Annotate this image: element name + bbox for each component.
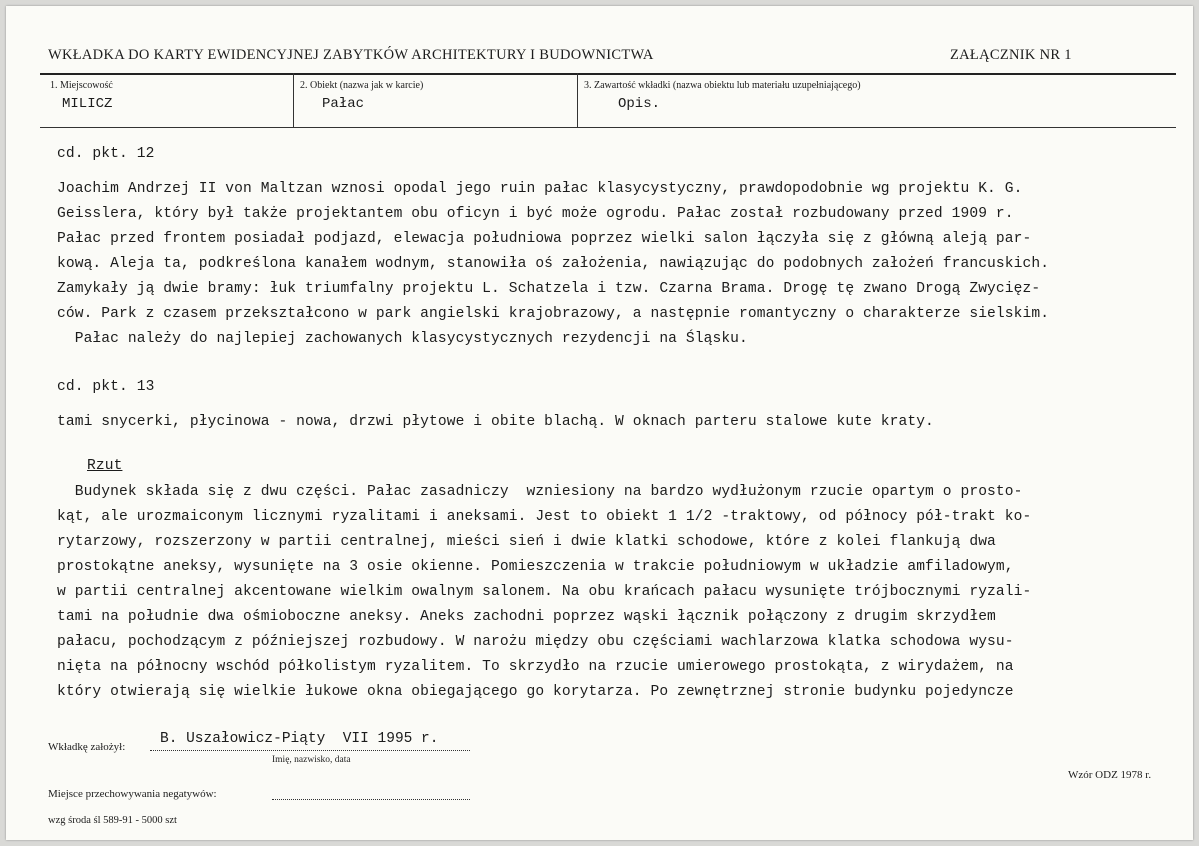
established-dotted-line	[150, 750, 470, 751]
established-label: Wkładkę założył:	[48, 741, 126, 753]
field-value-locality: MILICZ	[62, 96, 113, 112]
text-line: pałacu, pochodzącym z późniejszej rozbudowy. W narożu między obu częściami wachlarzowa klatka schodowa wysu-	[57, 634, 1014, 650]
text-line: kąt, ale urozmaiconym licznymi ryzalitami i aneksami. Jest to obiekt 1 1/2 -traktowy, od północy pół-trakt ko-	[57, 509, 1032, 525]
print-info: wzg środa śl 589-91 - 5000 szt	[48, 815, 177, 826]
field-label-locality: 1. Miejscowość	[50, 80, 113, 91]
text-line: rytarzowy, rozszerzony w partii centralnej, mieści sień i dwie klatki schodowe, które z kolei flankują dwa	[57, 534, 996, 550]
negatives-label: Miejsce przechowywania negatywów:	[48, 788, 217, 800]
form-title: WKŁADKA DO KARTY EWIDENCYJNEJ ZABYTKÓW ARCHITEKTURY I BUDOWNICTWA	[48, 47, 654, 63]
text-line: Pałac przed frontem posiadał podjazd, elewacja południowa poprzez wielki salon łączyła się z główną aleją par-	[57, 231, 1032, 247]
field-label-content: 3. Zawartość wkładki (nazwa obiektu lub materiału uzupełniającego)	[584, 80, 861, 91]
established-value: B. Uszałowicz-Piąty VII 1995 r.	[160, 731, 439, 747]
text-line: tami snycerki, płycinowa - nowa, drzwi płytowe i obite blachą. W oknach parteru stalowe kute kraty.	[57, 414, 934, 430]
text-line: Budynek składa się z dwu części. Pałac zasadniczy wzniesiony na bardzo wydłużonym rzucie opartym o prosto-	[57, 484, 1023, 500]
fields-rule	[40, 127, 1176, 128]
rzut-heading: Rzut	[87, 458, 123, 474]
text-line: kową. Aleja ta, podkreślona kanałem wodnym, stanowiła oś założenia, nawiązując do podobnych założeń francuskich.	[57, 256, 1050, 272]
field-divider	[293, 73, 294, 127]
text-line: Joachim Andrzej II von Maltzan wznosi opodal jego ruin pałac klasycystyczny, prawdopodobnie wg projektu K. G.	[57, 181, 1023, 197]
field-value-content: Opis.	[618, 96, 661, 112]
field-label-object: 2. Obiekt (nazwa jak w karcie)	[300, 80, 424, 91]
text-line: Geisslera, który był także projektantem obu oficyn i być może ogrodu. Pałac został rozbudowany przed 1909 r.	[57, 206, 1014, 222]
negatives-dotted-line	[272, 799, 470, 800]
text-line: tami na południe dwa ośmioboczne aneksy. Aneks zachodni poprzez wąski łącznik połączony z drugim skrzydłem	[57, 609, 996, 625]
field-divider	[577, 73, 578, 127]
text-line: Zamykały ją dwie bramy: łuk triumfalny projektu L. Schatzela i tzw. Czarna Brama. Drogę tę zwano Drogą Zwycięz-	[57, 281, 1041, 297]
text-line: który otwierają się wielkie łukowe okna obiegającego go korytarza. Po zewnętrznej stronie budynku pojedyncze	[57, 684, 1014, 700]
field-value-object: Pałac	[322, 96, 365, 112]
text-line: Pałac należy do najlepiej zachowanych klasycystycznych rezydencji na Śląsku.	[57, 331, 748, 347]
text-line: nięta na północny wschód półkolistym ryzalitem. To skrzydło na rzucie umierowego prostokąta, z wirydażem, na	[57, 659, 1014, 675]
established-caption: Imię, nazwisko, data	[272, 755, 351, 765]
text-line: w partii centralnej akcentowane wielkim owalnym salonem. Na obu krańcach pałacu wysunięte trójbocznymi ryzali-	[57, 584, 1032, 600]
header-rule	[40, 73, 1176, 75]
text-line: ców. Park z czasem przekształcono w park angielski krajobrazowy, a następnie romantyczny o charakterze sielskim.	[57, 306, 1050, 322]
section-heading: cd. pkt. 13	[57, 379, 155, 395]
attachment-number: ZAŁĄCZNIK NR 1	[950, 47, 1072, 63]
template-info: Wzór ODZ 1978 r.	[1068, 769, 1152, 781]
section-heading: cd. pkt. 12	[57, 146, 155, 162]
text-line: prostokątne aneksy, wysunięte na 3 osie okienne. Pomieszczenia w trakcie południowym w układzie amfiladowym,	[57, 559, 1014, 575]
